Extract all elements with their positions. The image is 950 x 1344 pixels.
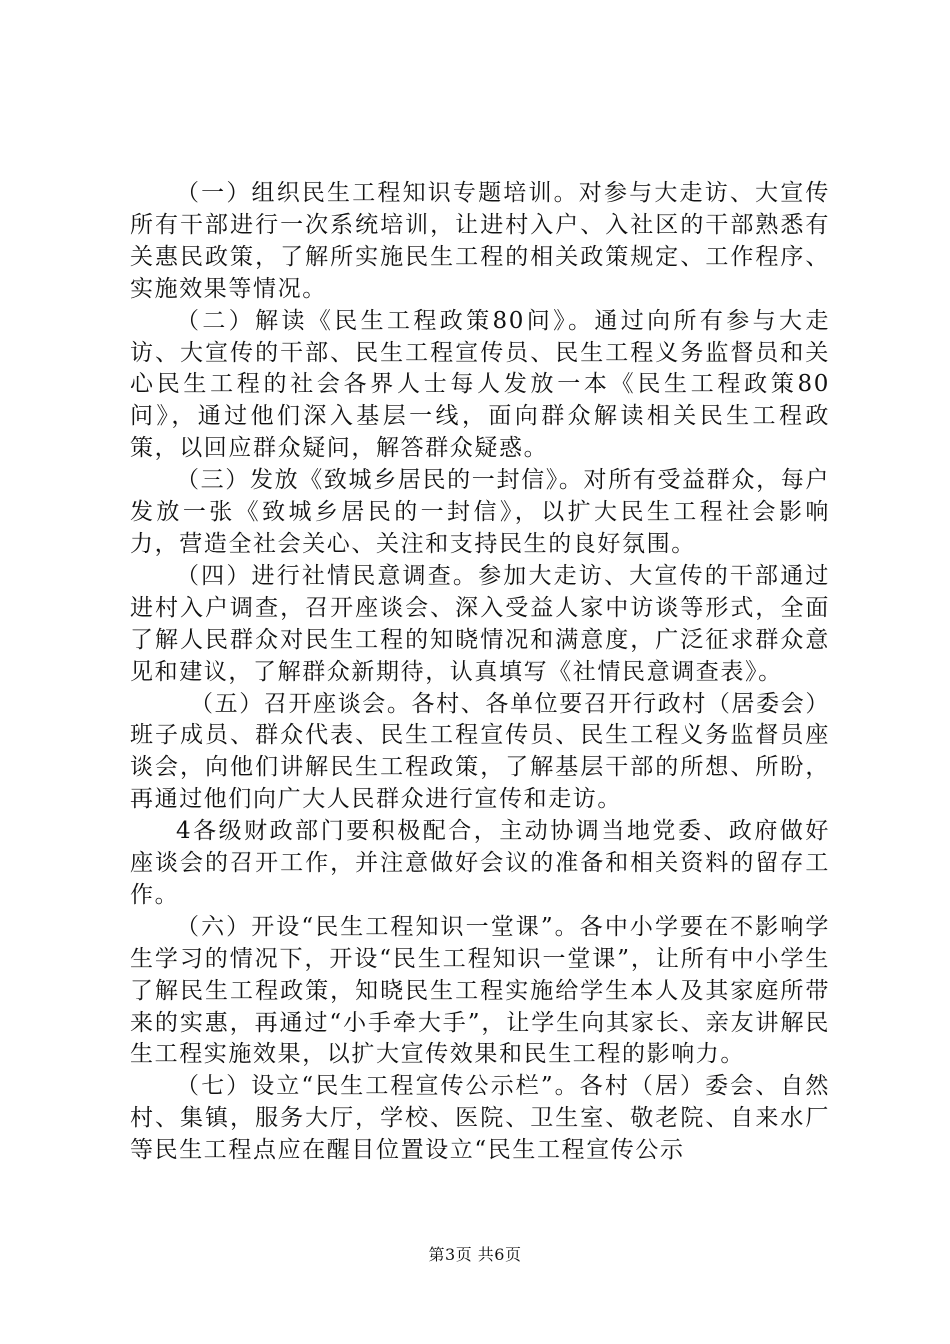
- page-footer: 第3页 共6页: [428, 1245, 522, 1264]
- paragraph-symposium: （五）召开座谈会。各村、各单位要召开行政村（居委会）班子成员、群众代表、民生工程宣传员、民生工程义务监督员座谈会，向他们讲解民生工程政策，了解基层干部的所想、所盼，再通过他们向广大人民群众进行宣传和走访。: [130, 690, 830, 813]
- paragraph-bulletin: （七）设立“民生工程宣传公示栏”。各村（居）委会、自然村、集镇，服务大厅，学校、医院、卫生室、敬老院、自来水厂等民生工程点应在醒目位置设立“民生工程宣传公示: [130, 1073, 830, 1164]
- document-body: [130, 178, 830, 1167]
- paragraph-survey: （四）进行社情民意调查。参加大走访、大宣传的干部通过进村入户调查，召开座谈会、深入受益人家中访谈等形式，全面了解人民群众对民生工程的知晓情况和满意度，广泛征求群众意见和建议，了解群众新期待，认真填写《社情民意调查表》。: [130, 562, 830, 685]
- paragraph-80-questions: （二）解读《民生工程政策80问》。通过向所有参与大走访、大宣传的干部、民生工程宣传员、民生工程义务监督员和关心民生工程的社会各界人士每人发放一本《民生工程政策80问》，通过他们深入基层一线，面向群众解读相关民生工程政策，以回应群众疑问，解答群众疑惑。: [130, 307, 830, 462]
- paragraph-finance: 4各级财政部门要积极配合，主动协调当地党委、政府做好座谈会的召开工作，并注意做好会议的准备和相关资料的留存工作。: [130, 818, 830, 908]
- paragraph-letter: （三）发放《致城乡居民的一封信》。对所有受益群众，每户发放一张《致城乡居民的一封信》，以扩大民生工程社会影响力，营造全社会关心、关注和支持民生的良好氛围。: [130, 467, 830, 557]
- paragraph-training: （一）组织民生工程知识专题培训。对参与大走访、大宣传所有干部进行一次系统培训，让进村入户、入社区的干部熟悉有关惠民政策，了解所实施民生工程的相关政策规定、工作程序、实施效果等情况。: [130, 180, 830, 302]
- paragraph-lesson: （六）开设“民生工程知识一堂课”。各中小学要在不影响学生学习的情况下，开设“民生工程知识一堂课”，让所有中小学生了解民生工程政策，知晓民生工程实施给学生本人及其家庭所带来的实惠，再通过“小手牵大手”，让学生向其家长、亲友讲解民生工程实施效果，以扩大宣传效果和民生工程的影响力。: [130, 913, 830, 1068]
